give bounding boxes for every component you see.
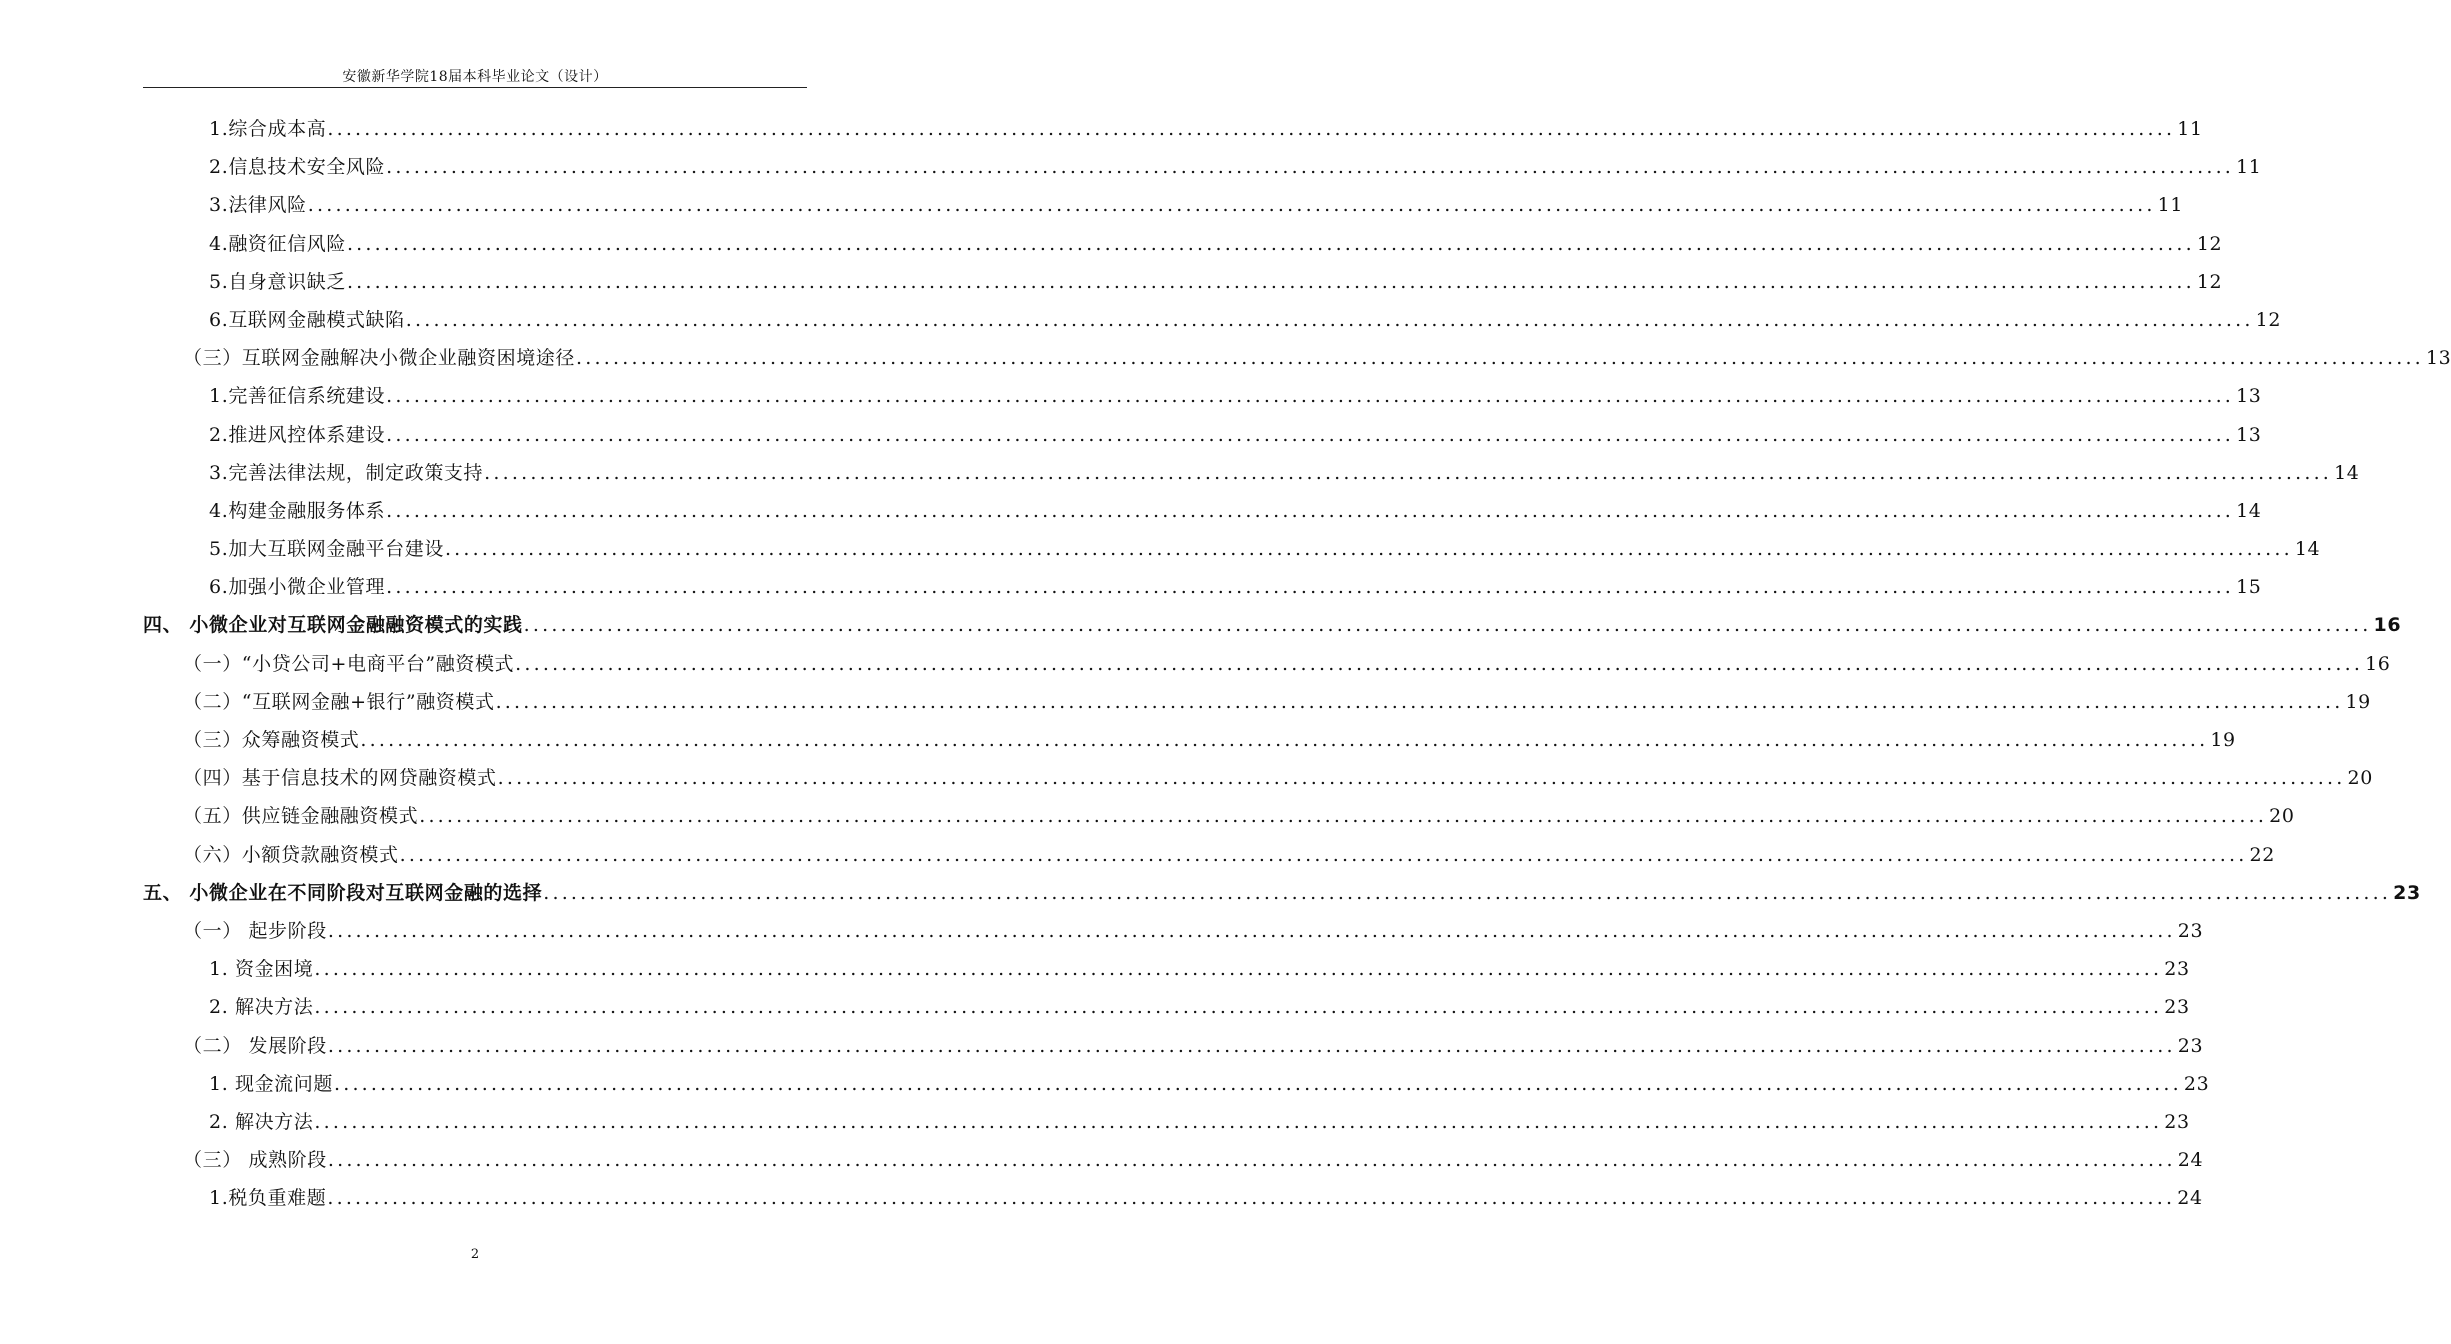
toc-entry-page: 20	[2347, 767, 2373, 790]
toc-entry-title: （二） 发展阶段	[183, 1034, 327, 1057]
toc-dot-leader: ........................................................................................................................................................................................................	[327, 1034, 2176, 1057]
toc-entry[interactable]	[143, 797, 2295, 835]
toc-entry-title: 2.信息技术安全风险	[209, 156, 386, 179]
toc-dot-leader: ........................................................................................................................................................................................................	[333, 1072, 2182, 1095]
toc-dot-leader: ........................................................................................................................................................................................................	[346, 232, 2195, 255]
running-header: 安徽新华学院18届本科毕业论文（设计）	[342, 69, 608, 85]
toc-entry[interactable]	[143, 1179, 2203, 1217]
toc-entry-page: 16	[2365, 652, 2391, 675]
toc-entry-title: （二）“互联网金融+银行”融资模式	[183, 690, 495, 713]
toc-entry-page: 22	[2249, 843, 2275, 866]
toc-entry[interactable]	[143, 988, 2190, 1026]
toc-entry-title: 5.加大互联网金融平台建设	[209, 538, 444, 561]
toc-entry-title: 1.完善征信系统建设	[209, 385, 386, 408]
toc-entry[interactable]	[143, 1027, 2204, 1065]
toc-dot-leader: ........................................................................................................................................................................................................	[386, 385, 2235, 408]
toc-entry-page: 23	[2164, 996, 2190, 1019]
toc-entry-title: 五、 小微企业在不同阶段对互联网金融的选择	[143, 881, 543, 904]
toc-entry[interactable]	[143, 186, 2184, 224]
table-of-contents	[143, 110, 2451, 1217]
toc-entry-title: 4.融资征信风险	[209, 232, 346, 255]
toc-entry-title: （三） 成熟阶段	[183, 1149, 327, 1172]
toc-entry[interactable]	[143, 339, 2451, 377]
toc-entry[interactable]	[143, 1141, 2204, 1179]
toc-entry-title: 2.推进风控体系建设	[209, 423, 386, 446]
toc-dot-leader: ........................................................................................................................................................................................................	[327, 919, 2176, 942]
toc-dot-leader: ........................................................................................................................................................................................................	[314, 996, 2163, 1019]
toc-dot-leader: ........................................................................................................................................................................................................	[386, 499, 2235, 522]
toc-dot-leader: ........................................................................................................................................................................................................	[543, 881, 2392, 904]
page-number: 2	[470, 1247, 480, 1262]
toc-dot-leader: ........................................................................................................................................................................................................	[386, 576, 2235, 599]
toc-entry[interactable]	[143, 263, 2223, 301]
toc-entry-page: 16	[2373, 614, 2402, 637]
toc-dot-leader: ........................................................................................................................................................................................................	[523, 614, 2372, 637]
toc-entry-page: 23	[2393, 881, 2421, 904]
toc-entry[interactable]	[143, 759, 2373, 797]
toc-entry[interactable]	[143, 568, 2262, 606]
toc-entry[interactable]	[143, 530, 2321, 568]
toc-entry[interactable]	[143, 148, 2262, 186]
toc-entry-title: 四、 小微企业对互联网金融融资模式的实践	[143, 614, 523, 637]
toc-dot-leader: ........................................................................................................................................................................................................	[497, 767, 2346, 790]
toc-entry-page: 12	[2255, 308, 2282, 331]
toc-dot-leader: ........................................................................................................................................................................................................	[327, 1149, 2176, 1172]
toc-entry[interactable]	[143, 454, 2360, 492]
toc-entry[interactable]	[143, 1103, 2190, 1141]
toc-entry-page: 11	[2236, 156, 2262, 179]
toc-dot-leader: ........................................................................................................................................................................................................	[576, 347, 2424, 370]
toc-entry-title: 2. 解决方法	[209, 996, 314, 1019]
toc-entry-page: 24	[2177, 1187, 2203, 1210]
toc-entry-title: （一）“小贷公司+电商平台”融资模式	[183, 652, 515, 675]
toc-entry-title: （三）众筹融资模式	[183, 729, 360, 751]
toc-entry-title: 2. 解决方法	[209, 1110, 314, 1133]
toc-dot-leader: ........................................................................................................................................................................................................	[327, 118, 2176, 140]
toc-entry[interactable]	[143, 950, 2190, 988]
toc-entry-title: 5.自身意识缺乏	[209, 270, 346, 293]
toc-entry[interactable]	[143, 1065, 2210, 1103]
toc-dot-leader: ........................................................................................................................................................................................................	[386, 156, 2235, 179]
toc-dot-leader: ........................................................................................................................................................................................................	[444, 538, 2293, 561]
toc-entry-title: 3.法律风险	[209, 194, 307, 217]
toc-dot-leader: ........................................................................................................................................................................................................	[405, 308, 2254, 331]
toc-dot-leader: ........................................................................................................................................................................................................	[327, 1187, 2176, 1210]
toc-entry[interactable]	[143, 492, 2262, 530]
toc-entry-title: （四）基于信息技术的网贷融资模式	[183, 767, 497, 790]
toc-entry[interactable]	[143, 912, 2204, 950]
toc-entry-title: 1. 资金困境	[209, 958, 314, 981]
toc-entry-title: 1.税负重难题	[209, 1187, 327, 1210]
toc-entry-page: 15	[2236, 576, 2262, 599]
toc-entry[interactable]	[143, 301, 2282, 339]
toc-entry-title: 3.完善法律法规，制定政策支持	[209, 461, 484, 484]
toc-entry[interactable]	[143, 721, 2236, 759]
header-rule	[143, 87, 807, 88]
toc-entry-page: 19	[2210, 729, 2236, 751]
toc-dot-leader: ........................................................................................................................................................................................................	[314, 1110, 2163, 1133]
toc-entry-title: 1. 现金流问题	[209, 1072, 333, 1095]
toc-entry-page: 23	[2177, 1034, 2204, 1057]
toc-entry[interactable]	[143, 377, 2262, 415]
toc-entry-page: 12	[2196, 270, 2223, 293]
toc-dot-leader: ........................................................................................................................................................................................................	[386, 423, 2235, 446]
toc-dot-leader: ........................................................................................................................................................................................................	[515, 652, 2364, 675]
toc-entry[interactable]	[143, 836, 2275, 874]
toc-entry[interactable]	[143, 874, 2421, 912]
toc-entry[interactable]	[143, 645, 2391, 683]
toc-entry[interactable]	[143, 225, 2223, 263]
toc-entry-title: （六）小额贷款融资模式	[183, 843, 399, 866]
toc-entry-page: 19	[2345, 690, 2371, 713]
toc-entry-title: （三）互联网金融解决小微企业融资困境途径	[183, 347, 576, 370]
toc-entry-page: 23	[2177, 919, 2204, 942]
toc-entry-page: 24	[2177, 1149, 2204, 1172]
toc-entry-page: 12	[2196, 232, 2223, 255]
toc-entry[interactable]	[143, 110, 2203, 148]
toc-entry-page: 11	[2157, 194, 2184, 217]
toc-entry-page: 20	[2269, 805, 2295, 828]
toc-entry-page: 11	[2177, 118, 2203, 140]
toc-entry[interactable]	[143, 416, 2262, 454]
toc-entry-page: 13	[2236, 385, 2262, 408]
toc-entry-page: 23	[2183, 1072, 2210, 1095]
toc-dot-leader: ........................................................................................................................................................................................................	[346, 270, 2195, 293]
toc-entry[interactable]	[143, 606, 2402, 644]
toc-dot-leader: ........................................................................................................................................................................................................	[495, 690, 2344, 713]
toc-entry-title: 6.互联网金融模式缺陷	[209, 308, 405, 331]
toc-entry[interactable]	[143, 683, 2371, 721]
toc-entry-title: （五）供应链金融融资模式	[183, 805, 419, 828]
toc-entry-page: 23	[2164, 958, 2190, 981]
toc-entry-title: 6.加强小微企业管理	[209, 576, 386, 599]
toc-entry-page: 14	[2334, 461, 2360, 484]
toc-dot-leader: ........................................................................................................................................................................................................	[399, 843, 2248, 866]
toc-entry-title: 4.构建金融服务体系	[209, 499, 386, 522]
toc-dot-leader: ........................................................................................................................................................................................................	[484, 461, 2333, 484]
toc-entry-page: 14	[2236, 499, 2262, 522]
toc-entry-page: 14	[2294, 538, 2321, 561]
toc-entry-title: （一） 起步阶段	[183, 919, 327, 942]
toc-dot-leader: ........................................................................................................................................................................................................	[314, 958, 2163, 981]
toc-dot-leader: ........................................................................................................................................................................................................	[307, 194, 2156, 217]
toc-entry-page: 13	[2425, 347, 2451, 370]
toc-entry-page: 23	[2164, 1110, 2190, 1133]
toc-dot-leader: ........................................................................................................................................................................................................	[360, 729, 2209, 751]
toc-dot-leader: ........................................................................................................................................................................................................	[419, 805, 2268, 828]
toc-entry-page: 13	[2236, 423, 2262, 446]
toc-entry-title: 1.综合成本高	[209, 118, 327, 140]
